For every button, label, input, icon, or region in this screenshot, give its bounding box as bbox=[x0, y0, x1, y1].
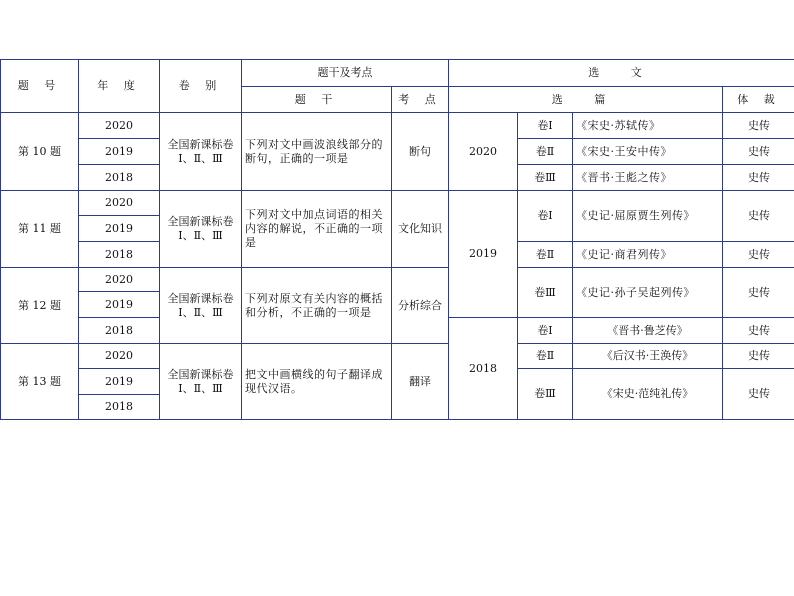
year-cell: 2019 bbox=[79, 139, 160, 165]
article-title: 《史记·屈原贾生列传》 bbox=[573, 191, 723, 242]
article-title: 《宋史·苏轼传》 bbox=[573, 113, 723, 139]
question-num: 第 11 题 bbox=[1, 191, 79, 268]
selection-year: 2019 bbox=[449, 191, 518, 318]
article-title: 《晋书·鲁芝传》 bbox=[573, 318, 723, 344]
point-cell: 断句 bbox=[392, 113, 449, 191]
volume-cell: 卷Ⅲ bbox=[518, 369, 573, 420]
paper-cell: 全国新课标卷Ⅰ、Ⅱ、Ⅲ bbox=[160, 344, 242, 420]
volume-cell: 卷Ⅱ bbox=[518, 139, 573, 165]
header-genre: 体 裁 bbox=[723, 87, 794, 113]
selection-year: 2018 bbox=[449, 318, 518, 420]
year-cell: 2019 bbox=[79, 369, 160, 395]
year-cell: 2018 bbox=[79, 242, 160, 268]
genre-cell: 史传 bbox=[723, 191, 794, 242]
article-title: 《史记·孙子吴起列传》 bbox=[573, 268, 723, 318]
question-num: 第 10 题 bbox=[1, 113, 79, 191]
stem-cell: 把文中画横线的句子翻译成现代汉语。 bbox=[242, 344, 392, 420]
header-point: 考 点 bbox=[392, 87, 449, 113]
article-title: 《宋史·王安中传》 bbox=[573, 139, 723, 165]
volume-cell: 卷Ⅰ bbox=[518, 318, 573, 344]
stem-cell: 下列对文中画波浪线部分的断句，正确的一项是 bbox=[242, 113, 392, 191]
point-cell: 分析综合 bbox=[392, 268, 449, 344]
year-cell: 2019 bbox=[79, 216, 160, 242]
paper-cell: 全国新课标卷Ⅰ、Ⅱ、Ⅲ bbox=[160, 191, 242, 268]
stem-cell: 下列对文中加点词语的相关内容的解说，不正确的一项是 bbox=[242, 191, 392, 268]
year-cell: 2020 bbox=[79, 344, 160, 369]
question-num: 第 12 题 bbox=[1, 268, 79, 344]
point-cell: 翻译 bbox=[392, 344, 449, 420]
header-selected: 选 文 bbox=[449, 60, 794, 87]
header-stem-group: 题干及考点 bbox=[242, 60, 449, 87]
volume-cell: 卷Ⅰ bbox=[518, 191, 573, 242]
genre-cell: 史传 bbox=[723, 242, 794, 268]
exam-table bbox=[0, 59, 794, 420]
volume-cell: 卷Ⅰ bbox=[518, 113, 573, 139]
year-cell: 2020 bbox=[79, 191, 160, 216]
year-cell: 2019 bbox=[79, 292, 160, 318]
article-title: 《晋书·王彪之传》 bbox=[573, 165, 723, 191]
article-title: 《史记·商君列传》 bbox=[573, 242, 723, 268]
point-cell: 文化知识 bbox=[392, 191, 449, 268]
genre-cell: 史传 bbox=[723, 139, 794, 165]
article-title: 《后汉书·王涣传》 bbox=[573, 344, 723, 369]
genre-cell: 史传 bbox=[723, 344, 794, 369]
volume-cell: 卷Ⅱ bbox=[518, 242, 573, 268]
selection-year: 2020 bbox=[449, 113, 518, 191]
genre-cell: 史传 bbox=[723, 113, 794, 139]
genre-cell: 史传 bbox=[723, 369, 794, 420]
header-paper: 卷 别 bbox=[160, 60, 242, 113]
header-stem: 题 干 bbox=[242, 87, 392, 113]
header-article: 选 篇 bbox=[449, 87, 723, 113]
stem-cell: 下列对原文有关内容的概括和分析，不正确的一项是 bbox=[242, 268, 392, 344]
year-cell: 2020 bbox=[79, 113, 160, 139]
year-cell: 2020 bbox=[79, 268, 160, 292]
year-cell: 2018 bbox=[79, 318, 160, 344]
genre-cell: 史传 bbox=[723, 165, 794, 191]
question-num: 第 13 题 bbox=[1, 344, 79, 420]
volume-cell: 卷Ⅲ bbox=[518, 165, 573, 191]
volume-cell: 卷Ⅲ bbox=[518, 268, 573, 318]
article-title: 《宋史·范纯礼传》 bbox=[573, 369, 723, 420]
genre-cell: 史传 bbox=[723, 318, 794, 344]
volume-cell: 卷Ⅱ bbox=[518, 344, 573, 369]
paper-cell: 全国新课标卷Ⅰ、Ⅱ、Ⅲ bbox=[160, 268, 242, 344]
header-year: 年 度 bbox=[79, 60, 160, 113]
paper-cell: 全国新课标卷Ⅰ、Ⅱ、Ⅲ bbox=[160, 113, 242, 191]
year-cell: 2018 bbox=[79, 395, 160, 420]
header-num: 题 号 bbox=[1, 60, 79, 113]
genre-cell: 史传 bbox=[723, 268, 794, 318]
year-cell: 2018 bbox=[79, 165, 160, 191]
